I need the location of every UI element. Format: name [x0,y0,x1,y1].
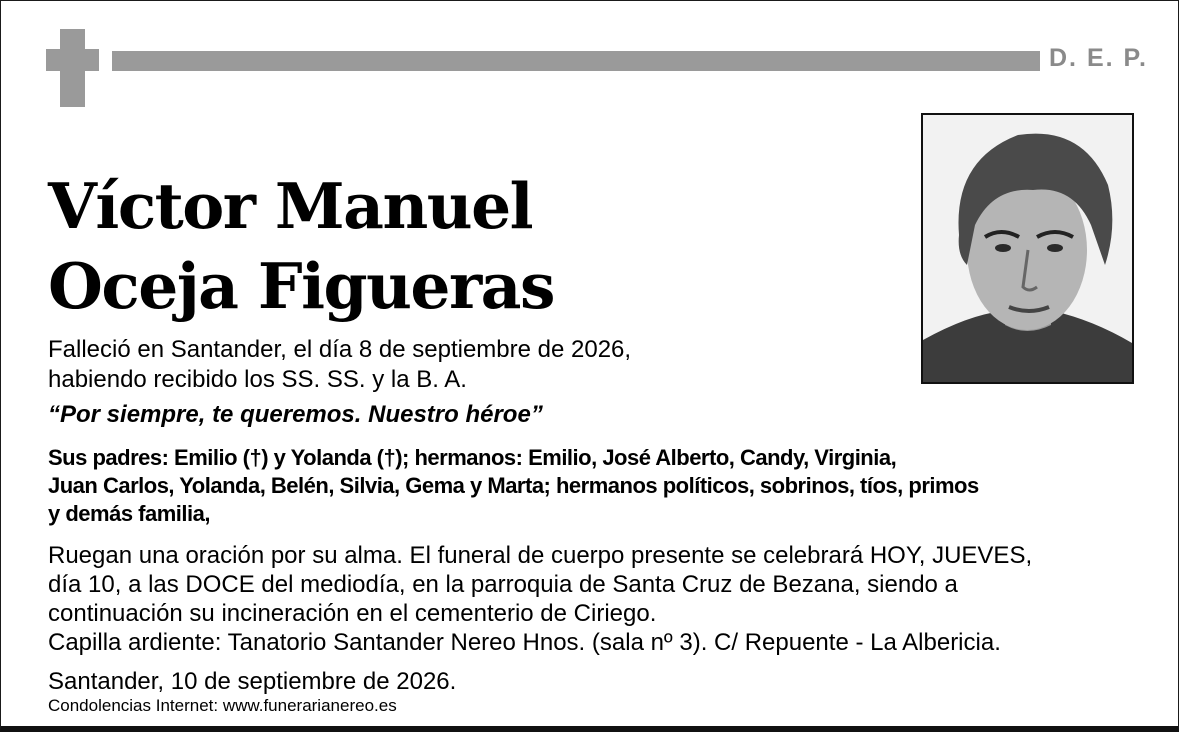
portrait-photo [921,113,1134,384]
dep-label: D. E. P. [1049,44,1148,72]
deceased-name [48,166,554,326]
family-line: y demás familia, [48,501,210,526]
header-rule [112,51,1040,71]
death-notice [48,335,631,395]
funeral-line: día 10, a las DOCE del mediodía, en la parroquia de Santa Cruz de Bezana, siendo a [48,571,958,598]
funeral-details [48,541,1032,657]
chapel-line: Capilla ardiente: Tanatorio Santander Nereo Hnos. (sala nº 3). C/ Repuente - La Albericia. [48,629,1001,656]
memorial-quote: “Por siempre, te queremos. Nuestro héroe” [48,401,543,428]
death-notice-line: Falleció en Santander, el día 8 de septiembre de 2026, [48,336,632,363]
funeral-line: Ruegan una oración por su alma. El funeral de cuerpo presente se celebrará HOY, JUEVES, [48,542,1033,569]
cross-icon-bar [46,49,99,71]
notice-date: Santander, 10 de septiembre de 2026. [48,668,457,695]
death-notice-line: habiendo recibido los SS. SS. y la B. A. [48,366,467,393]
family-line: Juan Carlos, Yolanda, Belén, Silvia, Gema y Marta; hermanos políticos, sobrinos, tíos, primos [48,473,979,498]
family-line: Sus padres: Emilio (†) y Yolanda (†); hermanos: Emilio, José Alberto, Candy, Virginia, [48,445,897,470]
condolences-website: Condolencias Internet: www.funerarianereo.es [48,696,397,715]
funeral-line: continuación su incineración en el cementerio de Ciriego. [48,600,657,627]
name-second-line: Oceja Figueras [48,249,554,323]
family-list [48,444,979,528]
name-first-line: Víctor Manuel [48,169,533,243]
